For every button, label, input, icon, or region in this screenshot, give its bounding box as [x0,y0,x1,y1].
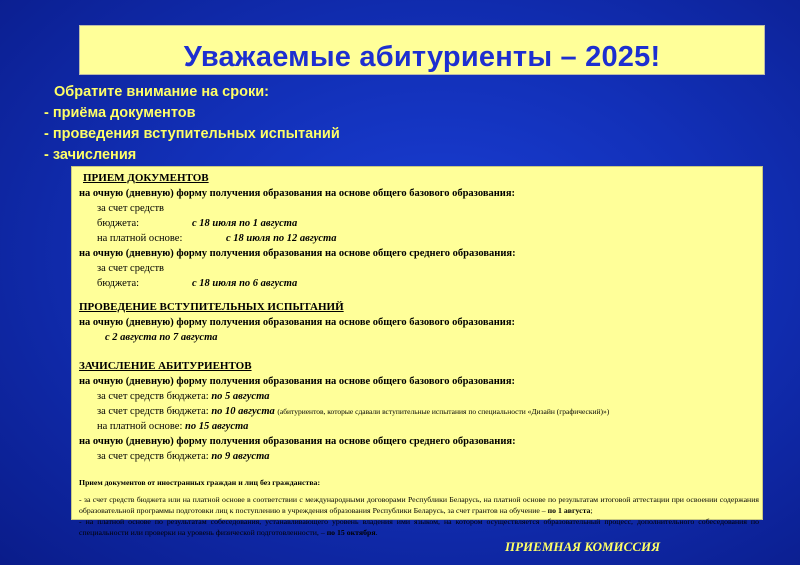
enrollment-row-2-note: (абитуриентов, которые сдавали вступительные испытания по специальности «Дизайн (графический)») [277,407,610,416]
exams-dates: с 2 августа по 7 августа [105,332,218,343]
admission-budget-label: за счет средств бюджета: [97,203,165,229]
enrollment-row-3-date: по 15 августа [185,421,249,432]
enrollment-secondary-form: на очную (дневную) форму получения образования на основе общего среднего образования: [79,436,516,447]
admission-secondary-row [79,261,759,291]
page-title: Уважаемые абитуриенты – 2025! [183,41,661,73]
foreign-section-title: Прием документов от иностранных граждан и лиц без гражданства: [79,478,321,487]
foreign-paragraph-1-text: - за счет средств бюджета или на платной основе в соответствии с международными договорами Республики Беларусь, на платной основе по результатам итоговой аттестации при освоении содержания образовательной программы подготовки лиц к поступлению в учреждения образования Республики Беларусь, за счет грантов на обучение – [79,495,759,515]
deadlines-block [44,82,340,166]
exams-basic-form: на очную (дневную) форму получения образования на основе общего базового образования: [79,317,516,328]
admission-paid-row [79,231,759,246]
enrollment-row-4-label: за счет средств бюджета: [97,451,209,462]
admission-paid-dates: с 18 июля по 12 августа [226,233,337,244]
foreign-paragraph-2-end: . [375,528,378,537]
title-banner [79,25,765,75]
foreign-paragraph-1-date: по 1 августа [547,506,591,515]
enrollment-row-4 [79,449,759,464]
admission-basic-form: на очную (дневную) форму получения образования на основе общего базового образования: [79,188,516,199]
enrollment-basic-form: на очную (дневную) форму получения образования на основе общего базового образования: [79,376,516,387]
info-panel [71,166,763,537]
foreign-paragraph-1 [79,494,759,516]
admission-paid-label: на платной основе: [97,233,183,244]
foreign-paragraph-2 [79,516,759,538]
admission-secondary-label: за счет средств бюджета: [97,263,165,289]
enrollment-row-3 [79,419,759,434]
foreign-paragraph-2-text: - на платной основе по результатам собеседования, устанавливающего уровень владения ими языком, на котором осуществляется образовательный процесс, дополнительного собеседования по специальности или проверки на уровень физической подготовленности, – [79,517,759,537]
enrollment-row-1 [79,389,759,404]
deadlines-lead: Обратите внимание на сроки: [54,84,269,100]
deadline-item-exams: - проведения вступительных испытаний [44,126,340,142]
enrollment-row-2-label: за счет средств бюджета: [97,406,209,417]
enrollment-section-title: ЗАЧИСЛЕНИЕ АБИТУРИЕНТОВ [79,360,252,372]
enrollment-row-1-label: за счет средств бюджета: [97,391,209,402]
foreign-paragraph-2-date: по 15 октября [326,528,376,537]
admission-section-title: ПРИЕМ ДОКУМЕНТОВ [83,172,209,184]
admission-secondary-dates: с 18 июля по 6 августа [192,278,298,289]
admission-budget-row [79,201,759,231]
foreign-paragraph-1-end: ; [590,506,593,515]
admission-budget-dates: с 18 июля по 1 августа [192,218,298,229]
deadline-item-enrollment: - зачисления [44,147,137,163]
foreign-applicants-block [79,477,759,538]
enrollment-row-2 [79,404,759,419]
admission-secondary-form: на очную (дневную) форму получения образования на основе общего среднего образования: [79,248,516,259]
deadline-item-documents: - приёма документов [44,105,196,121]
footer-signature: ПРИЕМНАЯ КОМИССИЯ [505,539,661,554]
enrollment-row-2-date: по 10 августа [211,406,275,417]
enrollment-row-4-date: по 9 августа [211,451,270,462]
enrollment-row-1-date: по 5 августа [211,391,270,402]
enrollment-row-3-label: на платной основе: [97,421,183,432]
exams-section-title: ПРОВЕДЕНИЕ ВСТУПИТЕЛЬНЫХ ИСПЫТАНИЙ [79,301,344,313]
